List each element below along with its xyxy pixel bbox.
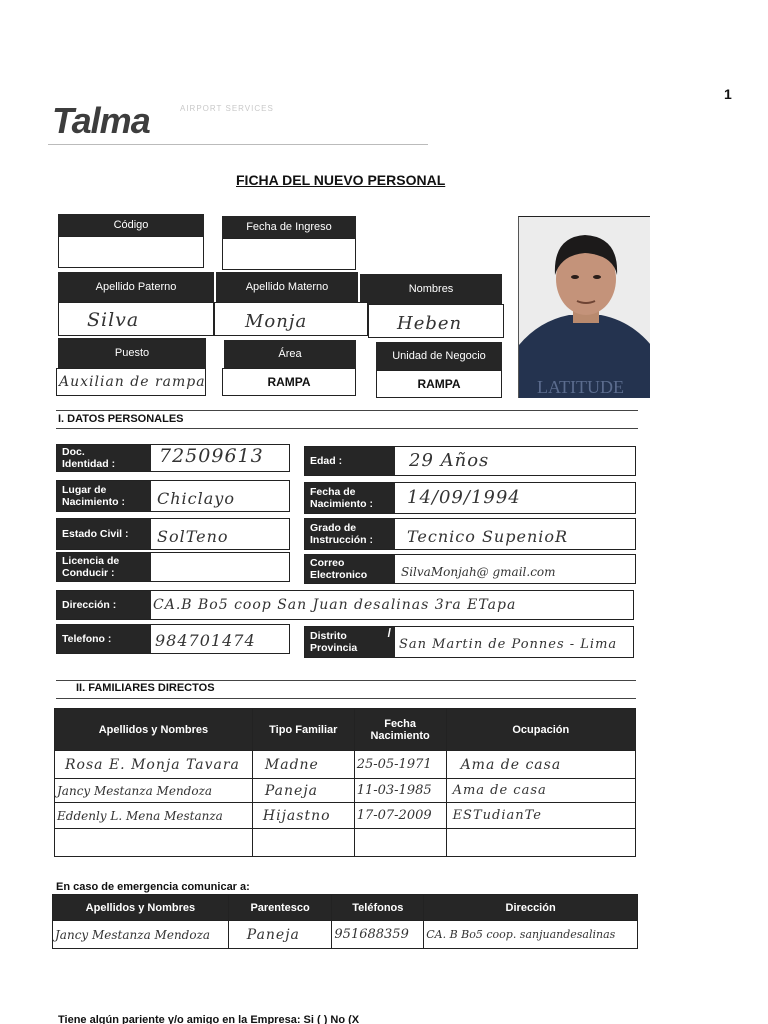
lugar-nacimiento-field[interactable] [56, 480, 290, 512]
nombres-field[interactable]: Heben [368, 304, 504, 338]
estado-civil-value: SolTeno [157, 527, 229, 546]
section1-rule-top [56, 410, 638, 411]
telefono-label: Telefono : [57, 625, 151, 653]
unidad-negocio-field[interactable] [376, 370, 502, 398]
familiar-tipo: Paneja [252, 779, 354, 803]
header-rule [48, 144, 428, 145]
section2-title: II. FAMILIARES DIRECTOS [76, 682, 215, 694]
familiar-name [55, 829, 253, 857]
puesto-label: Puesto [58, 338, 206, 368]
familiares-table [54, 708, 636, 857]
familiar-fecha: 25-05-1971 [354, 751, 446, 779]
correo-field[interactable] [304, 554, 636, 584]
grado-instruccion-label: Grado de Instrucción : [305, 519, 395, 549]
table-row [53, 921, 638, 949]
lugar-nacimiento-label: Lugar de Nacimiento : [57, 481, 151, 511]
col-parentesco: Parentesco [228, 895, 332, 921]
estado-civil-field[interactable] [56, 518, 290, 550]
distrito-provincia-field[interactable] [304, 626, 634, 658]
estado-civil-label: Estado Civil : [57, 519, 151, 549]
edad-value: 29 Años [409, 450, 490, 471]
col-direccion: Dirección [424, 895, 638, 921]
area-field[interactable] [222, 368, 356, 396]
portrait-image [519, 217, 650, 398]
table-row [55, 751, 636, 779]
section2-rule-top [56, 680, 636, 681]
fecha-nacimiento-value: 14/09/1994 [407, 487, 521, 508]
brand-logo: Talma [52, 100, 150, 141]
grado-instruccion-value: Tecnico SupenioR [407, 527, 569, 546]
footer-question: Tiene algún pariente y/o amigo en la Empresa: Si ( ) No (X [58, 1014, 360, 1024]
apellido-paterno-label: Apellido Paterno [58, 272, 214, 302]
familiar-name: Jancy Mestanza Mendoza [55, 779, 253, 803]
lugar-nacimiento-value: Chiclayo [157, 489, 235, 508]
area-label: Área [224, 340, 356, 368]
table-row [55, 779, 636, 803]
col-telefonos: Teléfonos [332, 895, 424, 921]
grado-instruccion-field[interactable] [304, 518, 636, 550]
familiar-ocupacion: ESTudianTe [446, 803, 635, 829]
edad-label: Edad : [305, 447, 395, 475]
col-tipo-familiar: Tipo Familiar [252, 709, 354, 751]
shirt-text: LATITUDE [537, 377, 624, 397]
emergencia-telefono: 951688359 [332, 921, 424, 949]
codigo-label: Código [58, 214, 204, 236]
table-row [55, 829, 636, 857]
emergency-header-row [53, 895, 638, 921]
emergencia-parentesco: Paneja [228, 921, 332, 949]
table-row [55, 803, 636, 829]
doc-identidad-label: Doc. Identidad : [57, 445, 151, 471]
doc-identidad-field[interactable] [56, 444, 290, 472]
apellido-materno-label: Apellido Materno [216, 272, 358, 302]
col-apellidos-nombres: Apellidos y Nombres [55, 709, 253, 751]
familiar-ocupacion: Ama de casa [446, 751, 635, 779]
familiar-tipo [252, 829, 354, 857]
section1-rule-bottom [56, 428, 638, 429]
direccion-value: CA.B Bo5 coop San Juan desalinas 3ra ETapa [153, 597, 517, 613]
nombres-label: Nombres [360, 274, 502, 304]
col-fecha-nacimiento: Fecha Nacimiento [354, 709, 446, 751]
familiar-ocupacion: Ama de casa [446, 779, 635, 803]
col-emergencia-nombres: Apellidos y Nombres [53, 895, 229, 921]
familiares-header-row [55, 709, 636, 751]
correo-label: Correo Electronico [305, 555, 395, 583]
telefono-value: 984701474 [155, 631, 256, 650]
licencia-conducir-value [151, 553, 163, 581]
direccion-label: Dirección : [57, 591, 151, 619]
telefono-field[interactable] [56, 624, 290, 654]
section1-title: I. DATOS PERSONALES [58, 413, 184, 425]
familiar-fecha [354, 829, 446, 857]
fecha-ingreso-field[interactable] [222, 238, 356, 270]
employee-photo [518, 216, 650, 398]
fecha-ingreso-label: Fecha de Ingreso [222, 216, 356, 238]
familiar-tipo: Madne [252, 751, 354, 779]
fecha-nacimiento-field[interactable] [304, 482, 636, 514]
unidad-negocio-label: Unidad de Negocio [376, 342, 502, 370]
doc-identidad-value: 72509613 [159, 445, 264, 467]
brand-tagline: AIRPORT SERVICES [180, 104, 274, 113]
area-value: RAMPA [267, 375, 311, 389]
emergency-title: En caso de emergencia comunicar a: [56, 881, 250, 893]
licencia-conducir-field[interactable] [56, 552, 290, 582]
familiar-ocupacion [446, 829, 635, 857]
familiar-fecha: 11-03-1985 [354, 779, 446, 803]
col-ocupacion: Ocupación [446, 709, 635, 751]
section2-rule-bottom [56, 698, 636, 699]
licencia-conducir-label: Licencia de Conducir : [57, 553, 151, 581]
familiar-name: Eddenly L. Mena Mestanza [55, 803, 253, 829]
puesto-field[interactable]: Auxilian de rampa [56, 368, 206, 396]
emergencia-direccion: CA. B Bo5 coop. sanjuandesalinas [424, 921, 638, 949]
apellido-materno-field[interactable]: Monja [214, 302, 368, 336]
fecha-nacimiento-label: Fecha de Nacimiento : [305, 483, 395, 513]
unidad-negocio-value: RAMPA [417, 377, 461, 391]
distrito-provincia-label: Distrito Provincia / [305, 627, 395, 657]
page-title: FICHA DEL NUEVO PERSONAL [236, 172, 446, 188]
emergencia-nombre: Jancy Mestanza Mendoza [53, 921, 229, 949]
familiar-tipo: Hijastno [252, 803, 354, 829]
correo-value: SilvaMonjah@ gmail.com [401, 565, 556, 579]
emergency-table [52, 894, 638, 949]
codigo-field[interactable] [58, 236, 204, 268]
distrito-provincia-value: San Martin de Ponnes - Lima [399, 637, 618, 652]
edad-field[interactable] [304, 446, 636, 476]
familiar-name: Rosa E. Monja Tavara [55, 751, 253, 779]
familiar-fecha: 17-07-2009 [354, 803, 446, 829]
apellido-paterno-field[interactable]: Silva [58, 302, 214, 336]
direccion-field[interactable] [56, 590, 634, 620]
page-number: 1 [724, 86, 732, 102]
